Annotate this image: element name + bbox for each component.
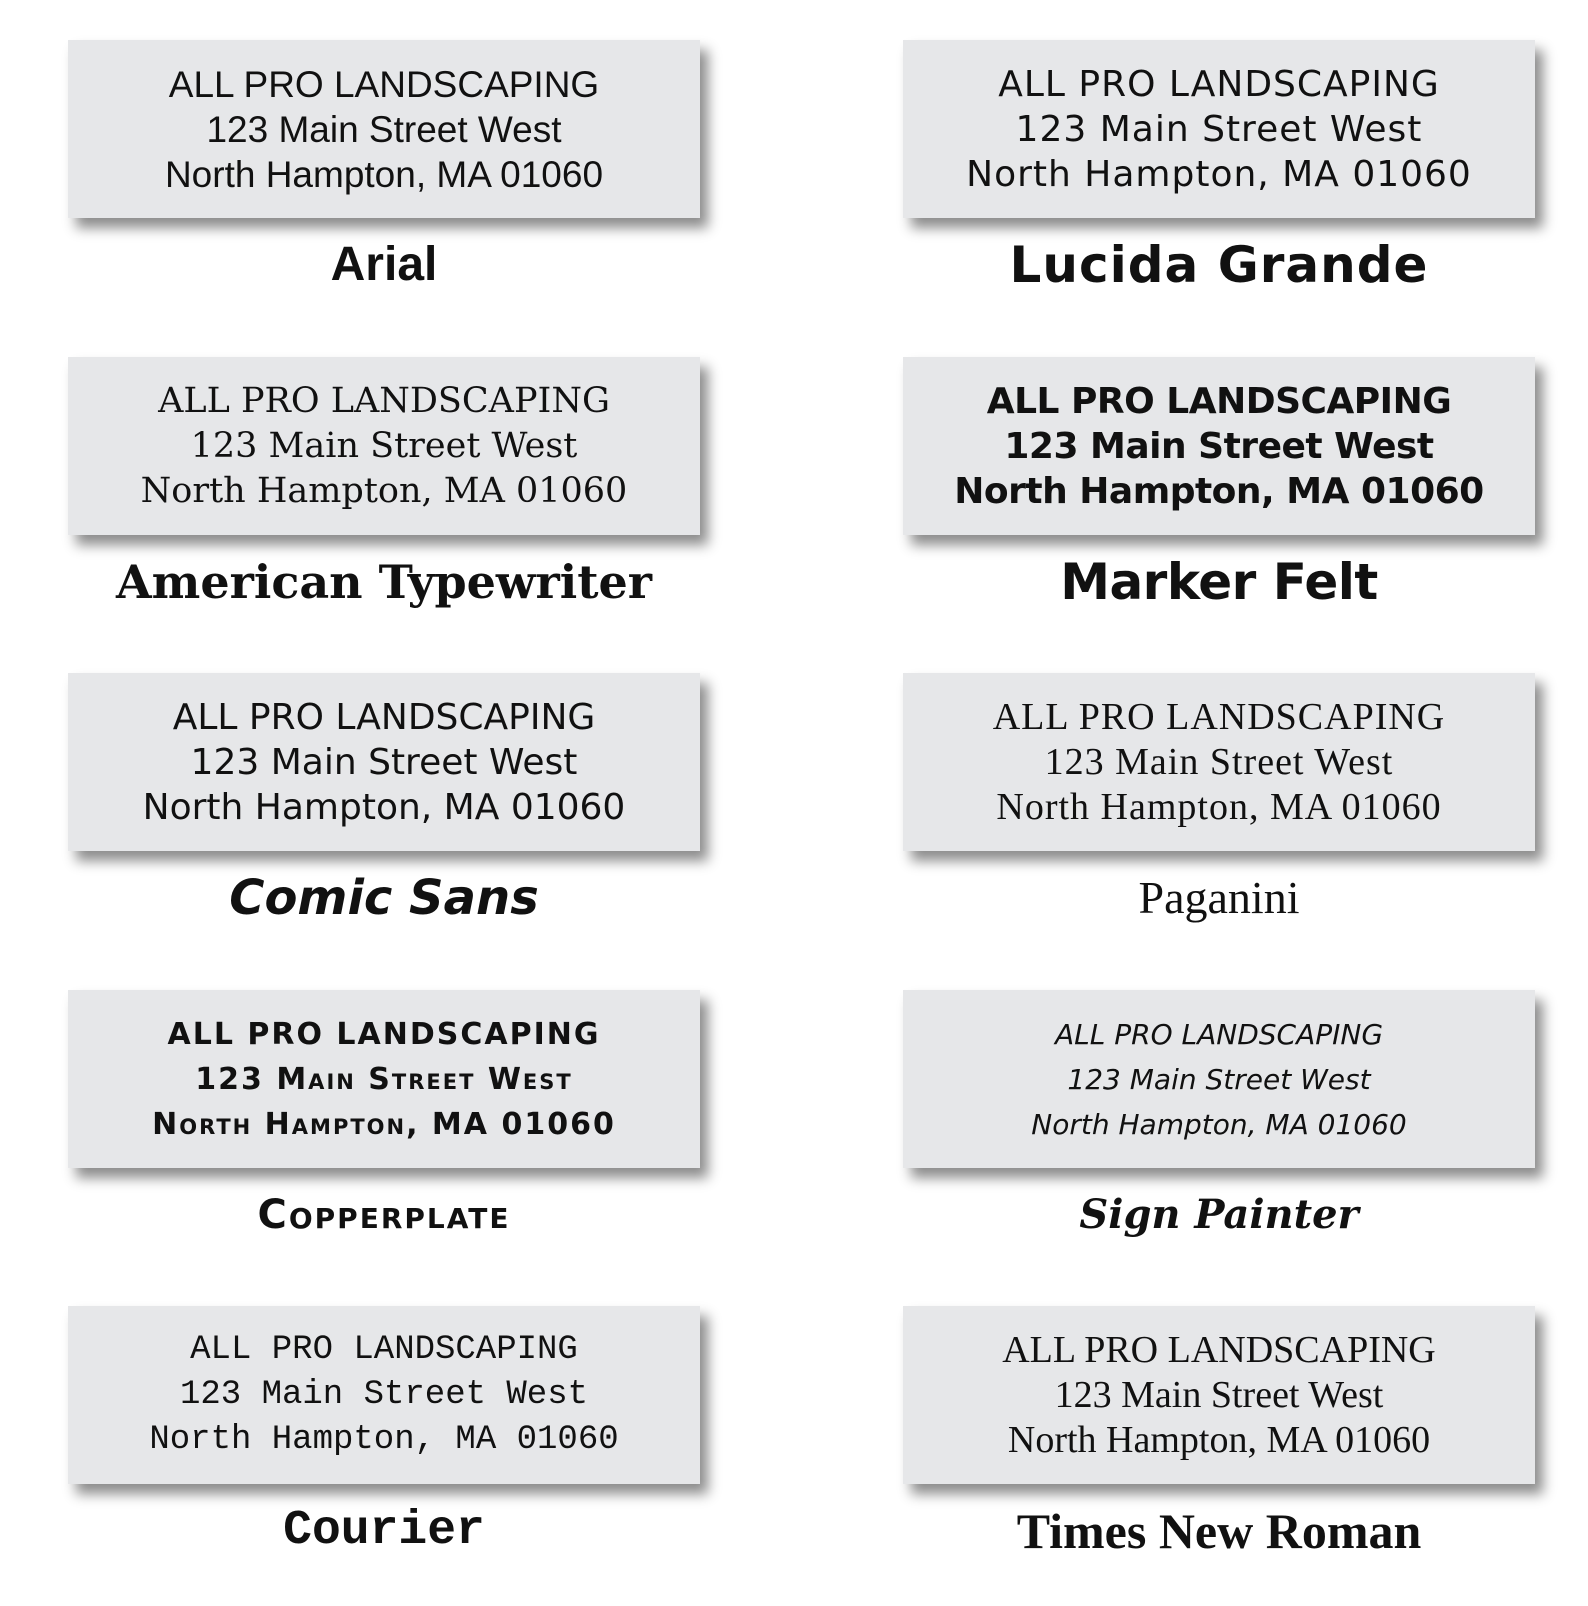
font-sample-american-typewriter	[68, 357, 700, 657]
font-sample-courier	[68, 1306, 700, 1606]
font-sample-paganini	[903, 673, 1535, 973]
address-line-city: North Hampton, MA 01060	[152, 1106, 616, 1142]
address-line-city: North Hampton, MA 01060	[149, 1420, 619, 1459]
address-line-street: 123 Main Street West	[190, 741, 578, 783]
address-line-company: ALL PRO LANDSCAPING	[167, 1016, 601, 1052]
address-label	[903, 357, 1535, 535]
address-line-company: ALL PRO LANDSCAPING	[1054, 1017, 1384, 1051]
address-line-city: North Hampton, MA 01060	[1007, 1418, 1431, 1461]
address-label	[68, 40, 700, 218]
address-line-city: North Hampton, MA 01060	[164, 153, 604, 195]
address-line-street: 123 Main Street West	[1015, 108, 1423, 150]
address-label	[903, 1306, 1535, 1484]
address-line-company: ALL PRO LANDSCAPING	[992, 695, 1446, 738]
font-sample-times-new-roman	[903, 1306, 1535, 1606]
font-name-caption: Times New Roman	[1016, 1503, 1422, 1559]
address-label	[68, 1306, 700, 1484]
address-label	[68, 990, 700, 1168]
address-line-city: North Hampton, MA 01060	[954, 470, 1484, 512]
address-line-city: North Hampton, MA 01060	[140, 470, 628, 511]
address-line-street: 123 Main Street West	[195, 1061, 573, 1097]
address-line-company: ALL PRO LANDSCAPING	[158, 380, 610, 421]
address-label	[903, 40, 1535, 218]
address-line-street: 123 Main Street West	[1004, 425, 1434, 467]
font-sample-marker-felt	[903, 357, 1535, 657]
address-line-company: ALL PRO LANDSCAPING	[168, 63, 600, 105]
address-line-company: ALL PRO LANDSCAPING	[172, 696, 596, 738]
address-line-street: 123 Main Street West	[1054, 1373, 1384, 1416]
font-sample-lucida-grande	[903, 40, 1535, 340]
font-name-caption: Marker Felt	[1060, 553, 1378, 611]
font-name-caption: Lucida Grande	[1009, 236, 1429, 294]
address-line-city: North Hampton, MA 01060	[142, 786, 626, 828]
address-line-street: 123 Main Street West	[1044, 740, 1394, 783]
font-name-caption: Sign Painter	[1079, 1191, 1359, 1238]
address-label	[903, 990, 1535, 1168]
font-name-caption: American Typewriter	[115, 555, 652, 609]
font-sample-copperplate	[68, 990, 700, 1290]
font-name-caption: Comic Sans	[229, 870, 539, 926]
font-name-caption: Courier	[283, 1504, 485, 1558]
address-line-street: 123 Main Street West	[206, 108, 562, 150]
address-line-street: 123 Main Street West	[190, 425, 578, 466]
address-line-company: ALL PRO LANDSCAPING	[998, 63, 1440, 105]
font-sample-comic-sans	[68, 673, 700, 973]
address-line-city: North Hampton, MA 01060	[996, 785, 1442, 828]
font-sample-arial	[68, 40, 700, 340]
address-label	[68, 357, 700, 535]
address-line-company: ALL PRO LANDSCAPING	[1002, 1328, 1436, 1371]
address-label	[68, 673, 700, 851]
font-sample-sign-painter	[903, 990, 1535, 1290]
font-name-caption: Arial	[330, 238, 438, 291]
address-label	[903, 673, 1535, 851]
address-line-city: North Hampton, MA 01060	[1031, 1107, 1407, 1141]
font-name-caption: Paganini	[1138, 872, 1300, 923]
font-name-caption: Copperplate	[257, 1192, 511, 1238]
address-line-company: ALL PRO LANDSCAPING	[986, 380, 1452, 422]
address-line-street: 123 Main Street West	[179, 1375, 589, 1414]
address-line-company: ALL PRO LANDSCAPING	[190, 1330, 578, 1369]
address-line-city: North Hampton, MA 01060	[966, 153, 1472, 195]
address-line-street: 123 Main Street West	[1067, 1062, 1371, 1096]
